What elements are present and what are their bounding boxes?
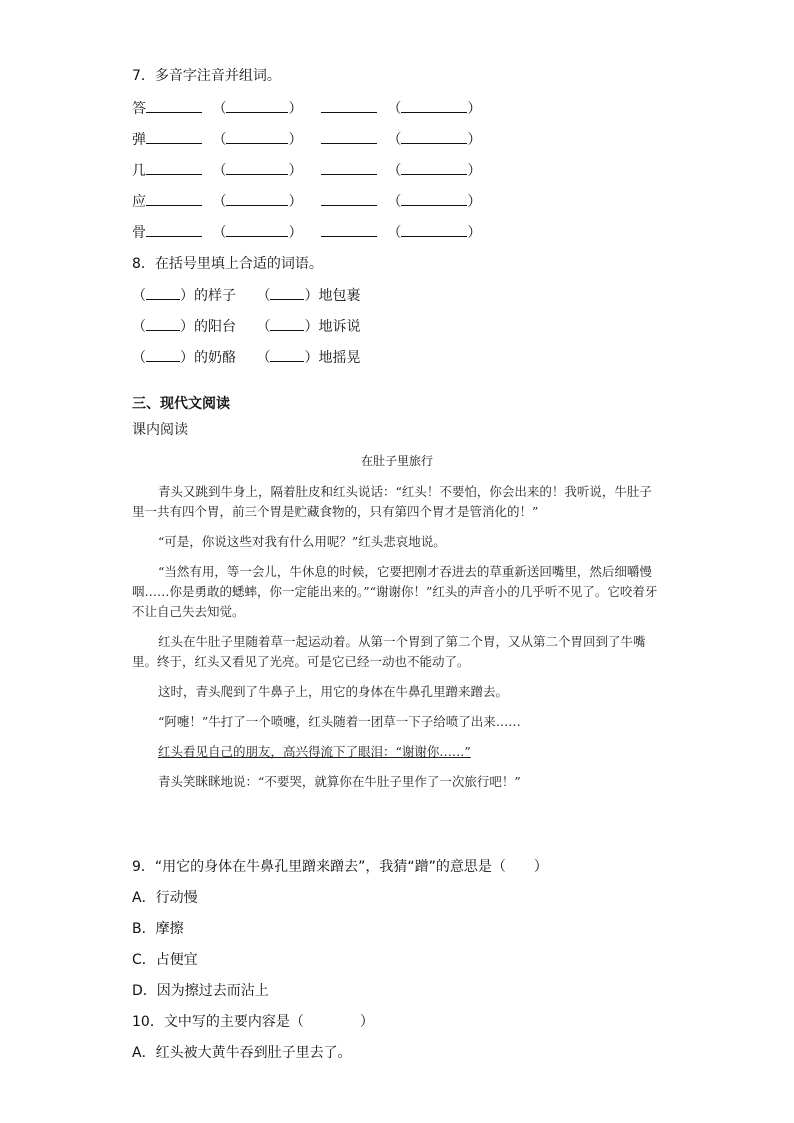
story-title: 在肚子里旅行 (360, 454, 433, 468)
fill-blank[interactable] (270, 316, 304, 331)
q8-title: 8．在括号里填上合适的词语。 (132, 256, 323, 272)
section-subheading: 课内阅读 (132, 422, 188, 438)
q9-option-b[interactable]: B．摩擦 (132, 921, 184, 937)
pinyin-blank[interactable] (321, 98, 377, 113)
story-paragraph: 这时，青头爬到了牛鼻子上，用它的身体在牛鼻孔里蹭来蹭去。 (158, 684, 509, 699)
story-paragraph: 红头在牛肚子里随着草一起运动着。从第一个胃到了第二个胃，又从第二个胃回到了牛嘴里。终于，红头又看见了光亮。可是它已经一动也不能动了。 (132, 634, 646, 669)
pinyin-blank[interactable] (146, 98, 202, 113)
pinyin-blank[interactable] (321, 191, 377, 206)
q9-question: 9．“用它的身体在牛鼻孔里蹭来蹭去”，我猜“蹭”的意思是（ ） (132, 859, 548, 875)
word-blank[interactable] (401, 98, 467, 113)
q7-char: 骨 (132, 225, 146, 241)
q10-option-a[interactable]: A．红头被大黄牛吞到肚子里去了。 (132, 1045, 352, 1061)
q7-row-3: 几 （ ） （ ） (132, 160, 481, 181)
pinyin-blank[interactable] (146, 160, 202, 175)
pinyin-blank[interactable] (321, 129, 377, 144)
story-paragraph: 青头又跳到牛身上，隔着肚皮和红头说话：“红头！不要怕，你会出来的！我听说，牛肚子里一共有四个胃，前三个胃是贮藏食物的，只有第四个胃才是管消化的！” (132, 484, 652, 519)
q7-char: 弹 (132, 132, 146, 148)
word-blank[interactable] (401, 160, 467, 175)
fill-blank[interactable] (146, 316, 180, 331)
word-blank[interactable] (226, 98, 288, 113)
q8-right-text: 地摇晃 (318, 350, 361, 366)
pinyin-blank[interactable] (321, 160, 377, 175)
q9-option-d[interactable]: D．因为擦过去而沾上 (132, 983, 269, 999)
q7-char: 应 (132, 194, 146, 210)
q8-left-text: 的奶酪 (194, 350, 236, 366)
q8-left-text: 的样子 (194, 288, 236, 304)
fill-blank[interactable] (270, 347, 304, 362)
q7-row-2: 弹 （ ） （ ） (132, 129, 481, 150)
q7-title: 7．多音字注音并组词。 (132, 68, 281, 84)
story-paragraph: “阿嚏！”牛打了一个喷嚏，红头随着一团草一下子给喷了出来…… (158, 714, 521, 729)
word-blank[interactable] (226, 222, 288, 237)
pinyin-blank[interactable] (321, 222, 377, 237)
word-blank[interactable] (401, 191, 467, 206)
fill-blank[interactable] (146, 285, 180, 300)
story-paragraph: “当然有用，等一会儿，牛休息的时候，它要把刚才吞进去的草重新送回嘴里，然后细嚼慢咽……你是勇敢的蟋蟀，你一定能出来的。”“谢谢你！”红头的声音小的几乎听不见了。它咬着牙不让自己失去知觉。 (132, 564, 658, 619)
q8-row-1: （ ）的样子 （ ）地包裹 (132, 285, 360, 306)
word-blank[interactable] (226, 191, 288, 206)
fill-blank[interactable] (270, 285, 304, 300)
word-blank[interactable] (401, 222, 467, 237)
word-blank[interactable] (226, 160, 288, 175)
q8-left-text: 的阳台 (194, 319, 236, 335)
q7-row-4: 应 （ ） （ ） (132, 191, 481, 212)
section-heading: 三、现代文阅读 (132, 396, 230, 412)
q8-row-2: （ ）的阳台 （ ）地诉说 (132, 316, 360, 337)
q9-option-c[interactable]: C．占便宜 (132, 952, 198, 968)
story-paragraph: 青头笑眯眯地说：“不要哭，就算你在牛肚子里作了一次旅行吧！” (158, 774, 521, 789)
q10-question: 10．文中写的主要内容是（ ） (132, 1014, 374, 1030)
story-paragraph: “可是，你说这些对我有什么用呢？”红头悲哀地说。 (158, 534, 446, 549)
q7-char: 几 (132, 163, 146, 179)
fill-blank[interactable] (146, 347, 180, 362)
word-blank[interactable] (401, 129, 467, 144)
q7-char: 答 (132, 101, 146, 117)
story-underlined-sentence: 红头看见自己的朋友，高兴得流下了眼泪：“谢谢你……” (158, 744, 471, 759)
pinyin-blank[interactable] (146, 222, 202, 237)
q8-right-text: 地诉说 (318, 319, 361, 335)
story-body (132, 482, 662, 792)
q7-row-1: 答 （ ） （ ） (132, 98, 481, 119)
q9-option-a[interactable]: A．行动慢 (132, 890, 198, 906)
pinyin-blank[interactable] (146, 191, 202, 206)
q7-row-5: 骨 （ ） （ ） (132, 222, 481, 243)
word-blank[interactable] (226, 129, 288, 144)
pinyin-blank[interactable] (146, 129, 202, 144)
q8-right-text: 地包裹 (318, 288, 361, 304)
q8-row-3: （ ）的奶酪 （ ）地摇晃 (132, 347, 360, 368)
